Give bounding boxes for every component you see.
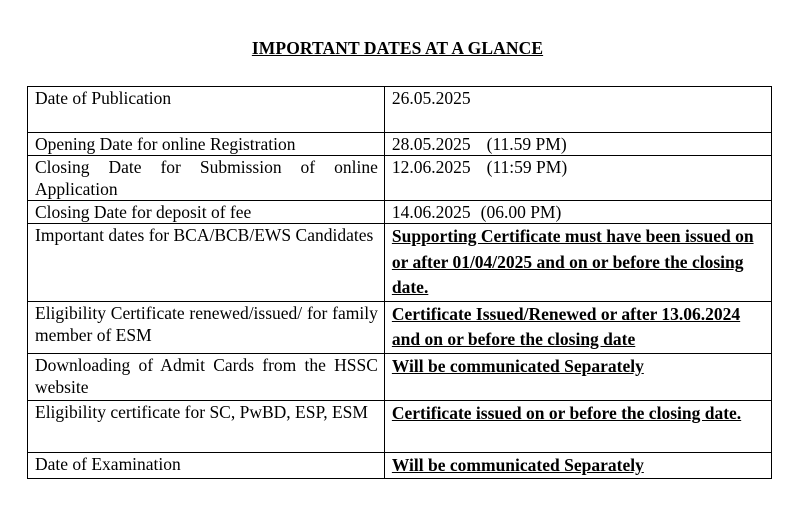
row-label: Opening Date for online Registration bbox=[28, 133, 385, 156]
row-label: Eligibility certificate for SC, PwBD, ESP, ESM bbox=[28, 400, 385, 452]
row-label: Closing Date for deposit of fee bbox=[28, 201, 385, 224]
row-value bbox=[384, 133, 771, 156]
time-value: (11:59 PM) bbox=[486, 157, 568, 177]
row-value: Will be communicated Separately bbox=[384, 353, 771, 400]
table-row bbox=[28, 224, 772, 302]
row-label: Downloading of Admit Cards from the HSSC website bbox=[28, 353, 385, 400]
time-value: (06.00 PM) bbox=[480, 202, 562, 222]
row-value bbox=[384, 87, 771, 133]
table-row bbox=[28, 201, 772, 224]
date-value: 12.06.2025 bbox=[391, 157, 471, 177]
row-label: Date of Publication bbox=[28, 87, 385, 133]
table-row bbox=[28, 301, 772, 353]
row-label: Important dates for BCA/BCB/EWS Candidates bbox=[28, 224, 385, 302]
time-value: (11.59 PM) bbox=[486, 134, 567, 154]
row-label: Eligibility Certificate renewed/issued/ for family member of ESM bbox=[28, 301, 385, 353]
page-title: IMPORTANT DATES AT A GLANCE bbox=[251, 38, 544, 58]
table-row bbox=[28, 452, 772, 479]
table-row bbox=[28, 156, 772, 201]
table-row bbox=[28, 400, 772, 452]
row-label: Closing Date for Submission of online Application bbox=[28, 156, 385, 201]
date-value: 26.05.2025 bbox=[391, 88, 471, 108]
important-dates-table bbox=[27, 86, 772, 479]
date-value: 28.05.2025 bbox=[391, 134, 471, 154]
table-row bbox=[28, 133, 772, 156]
row-value: Will be communicated Separately bbox=[384, 452, 771, 479]
row-value: Certificate issued on or before the closing date. bbox=[384, 400, 771, 452]
row-value bbox=[384, 201, 771, 224]
table-row bbox=[28, 353, 772, 400]
date-value: 14.06.2025 bbox=[391, 202, 471, 222]
row-value: Certificate Issued/Renewed or after 13.06.2024 and on or before the closing date bbox=[384, 301, 771, 353]
row-label: Date of Examination bbox=[28, 452, 385, 479]
row-value bbox=[384, 156, 771, 201]
row-value: Supporting Certificate must have been issued on or after 01/04/2025 and on or before the closing date. bbox=[384, 224, 771, 302]
table-row bbox=[28, 87, 772, 133]
